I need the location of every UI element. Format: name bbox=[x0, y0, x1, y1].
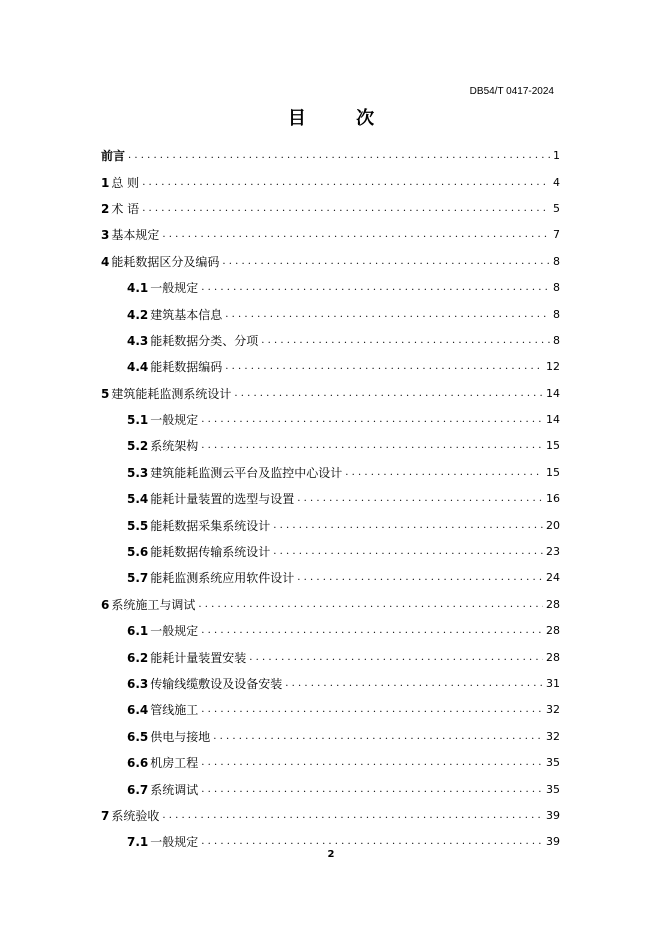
toc-entry-text: 建筑能耗监测系统设计 bbox=[111, 386, 232, 401]
toc-entry-page: 14 bbox=[546, 386, 560, 400]
toc-leader-dots bbox=[222, 255, 550, 269]
toc-entry[interactable] bbox=[101, 486, 560, 512]
toc-leader-dots bbox=[201, 756, 543, 770]
toc-leader-dots bbox=[201, 413, 543, 427]
toc-entry-page: 8 bbox=[553, 333, 560, 347]
toc-entry-page: 39 bbox=[546, 835, 560, 849]
toc-entry-page: 5 bbox=[553, 201, 560, 215]
toc-entry-text: 能耗数据传输系统设计 bbox=[150, 545, 271, 560]
toc-entry-number: 4 bbox=[101, 254, 110, 269]
toc-entry-text: 管线施工 bbox=[150, 703, 199, 718]
toc-entry-page: 39 bbox=[546, 808, 560, 822]
toc-entry-number: 2 bbox=[101, 201, 110, 216]
toc-entry-number: 7.1 bbox=[127, 835, 149, 850]
toc-entry-page: 32 bbox=[546, 703, 560, 717]
toc-leader-dots bbox=[201, 703, 543, 717]
toc-entry-text: 系统施工与调试 bbox=[111, 597, 196, 612]
toc-entry[interactable] bbox=[101, 750, 560, 776]
toc-entry-page: 15 bbox=[546, 465, 560, 479]
toc-entry-page: 8 bbox=[553, 307, 560, 321]
toc-entry-label bbox=[127, 835, 201, 849]
toc-entry-page: 1 bbox=[553, 149, 560, 163]
toc-entry-number: 5.3 bbox=[127, 465, 149, 480]
toc-entry[interactable] bbox=[101, 803, 560, 829]
toc-leader-dots bbox=[201, 783, 543, 797]
toc-leader-dots bbox=[225, 360, 543, 374]
toc-leader-dots bbox=[273, 545, 543, 559]
toc-entry-text: 能耗数据编码 bbox=[150, 360, 223, 375]
toc-entry-number: 5.4 bbox=[127, 492, 149, 507]
toc-entry-text: 一般规定 bbox=[150, 281, 199, 296]
toc-entry-number: 6.3 bbox=[127, 677, 149, 691]
toc-entry-number: 6.6 bbox=[127, 756, 149, 771]
toc-leader-dots bbox=[162, 809, 543, 823]
toc-entry-text: 能耗数据采集系统设计 bbox=[150, 518, 271, 533]
toc-entry-label bbox=[127, 308, 225, 322]
toc-entry-text: 能耗数据区分及编码 bbox=[111, 254, 220, 269]
toc-entry-text: 基本规定 bbox=[111, 228, 160, 243]
toc-entry[interactable] bbox=[101, 644, 560, 670]
toc-entry-label bbox=[101, 809, 162, 823]
toc-entry-label bbox=[127, 783, 201, 797]
toc-leader-dots bbox=[297, 492, 543, 506]
toc-entry-text: 传输线缆敷设及设备安装 bbox=[150, 677, 283, 691]
toc-entry-number: 6.1 bbox=[127, 624, 149, 639]
toc-entry[interactable] bbox=[101, 222, 560, 248]
toc-entry[interactable] bbox=[101, 724, 560, 750]
toc-entry-page: 16 bbox=[546, 492, 560, 506]
toc-entry-page: 8 bbox=[553, 254, 560, 268]
toc-entry-label bbox=[127, 492, 297, 506]
toc-entry-number: 5.7 bbox=[127, 571, 149, 586]
toc-entry-page: 35 bbox=[546, 756, 560, 770]
toc-entry-number: 4.1 bbox=[127, 281, 149, 296]
toc-entry-label bbox=[127, 730, 213, 744]
toc-entry-label bbox=[127, 519, 273, 533]
toc-entry[interactable] bbox=[101, 512, 560, 538]
toc-entry-number: 6.7 bbox=[127, 782, 149, 797]
toc-entry-page: 24 bbox=[546, 571, 560, 585]
toc-leader-dots bbox=[273, 519, 543, 533]
toc-entry-page: 35 bbox=[546, 782, 560, 796]
toc-entry-text: 一般规定 bbox=[150, 624, 199, 639]
toc-entry-label bbox=[127, 545, 273, 559]
toc-entry[interactable] bbox=[101, 671, 560, 697]
toc-entry-page: 4 bbox=[553, 175, 560, 189]
toc-leader-dots bbox=[345, 466, 543, 480]
toc-entry-number: 7 bbox=[101, 808, 110, 823]
toc-entry-number: 6.2 bbox=[127, 650, 149, 665]
toc-entry-label bbox=[127, 571, 297, 585]
toc-entry-number: 6.4 bbox=[127, 703, 149, 718]
toc-entry-text: 前言 bbox=[101, 149, 126, 164]
toc-entry-number: 5.5 bbox=[127, 518, 149, 533]
toc-entry[interactable] bbox=[101, 460, 560, 486]
toc-entry-text: 能耗监测系统应用软件设计 bbox=[150, 571, 295, 586]
toc-entry-text: 系统架构 bbox=[150, 439, 199, 454]
toc-entry-text: 系统验收 bbox=[111, 808, 160, 823]
toc-entry-page: 23 bbox=[546, 545, 560, 559]
toc-entry[interactable] bbox=[101, 196, 560, 222]
toc-entry-text: 系统调试 bbox=[150, 782, 199, 797]
toc-leader-dots bbox=[128, 149, 550, 163]
toc-entry[interactable] bbox=[101, 433, 560, 459]
toc-entry[interactable] bbox=[101, 354, 560, 380]
toc-entry-text: 能耗计量装置安装 bbox=[150, 650, 247, 665]
toc-entry-label bbox=[101, 149, 128, 163]
toc-leader-dots bbox=[201, 281, 550, 295]
toc-entry-label bbox=[127, 466, 345, 480]
toc-leader-dots bbox=[201, 439, 543, 453]
toc-entry[interactable] bbox=[101, 143, 560, 169]
toc-entry-page: 7 bbox=[553, 228, 560, 242]
toc-entry-label bbox=[127, 677, 285, 691]
toc-entry-label bbox=[127, 281, 201, 295]
toc-leader-dots bbox=[261, 334, 550, 348]
toc-leader-dots bbox=[201, 624, 543, 638]
toc-entry-page: 20 bbox=[546, 518, 560, 532]
toc-entry-text: 机房工程 bbox=[150, 756, 199, 771]
toc-leader-dots bbox=[225, 308, 550, 322]
toc-entry-text: 一般规定 bbox=[150, 835, 199, 850]
toc-leader-dots bbox=[249, 651, 543, 665]
toc-entry-number: 5.2 bbox=[127, 439, 149, 454]
toc-entry-page: 28 bbox=[546, 650, 560, 664]
toc-leader-dots bbox=[234, 387, 543, 401]
toc-entry-number: 5.6 bbox=[127, 545, 149, 560]
toc-entry-text: 术 语 bbox=[111, 201, 140, 216]
toc-entry-text: 一般规定 bbox=[150, 413, 199, 428]
toc-entry-number: 3 bbox=[101, 228, 110, 243]
toc-entry-page: 8 bbox=[553, 281, 560, 295]
toc-entry-number: 4.4 bbox=[127, 360, 149, 375]
toc-entry-page: 14 bbox=[546, 413, 560, 427]
toc-entry-text: 建筑基本信息 bbox=[150, 307, 223, 322]
toc-leader-dots bbox=[285, 677, 543, 691]
toc-entry-label bbox=[127, 756, 201, 770]
toc-entry-label bbox=[127, 703, 201, 717]
toc-entry-page: 32 bbox=[546, 729, 560, 743]
toc-entry[interactable] bbox=[101, 697, 560, 723]
toc-entry-label bbox=[101, 387, 234, 401]
toc-entry-label bbox=[127, 360, 225, 374]
toc-entry-label bbox=[127, 651, 249, 665]
toc-leader-dots bbox=[297, 571, 543, 585]
toc-entry[interactable] bbox=[101, 618, 560, 644]
toc-entry-label bbox=[101, 598, 198, 612]
toc-entry-number: 6.5 bbox=[127, 729, 149, 744]
toc-leader-dots bbox=[142, 176, 550, 190]
toc-leader-dots bbox=[201, 835, 543, 849]
toc-entry-page: 12 bbox=[546, 360, 560, 374]
toc-entry[interactable] bbox=[101, 592, 560, 618]
toc-entry-number: 4.2 bbox=[127, 307, 149, 322]
page-title: 目 次 bbox=[287, 108, 397, 129]
toc-entry-number: 5.1 bbox=[127, 413, 149, 428]
toc-entry-text: 能耗计量装置的选型与设置 bbox=[150, 492, 295, 507]
toc-entry-number: 4.3 bbox=[127, 333, 149, 348]
toc-entry[interactable] bbox=[101, 381, 560, 407]
toc-entry-page: 31 bbox=[546, 677, 560, 690]
toc-entry-label bbox=[127, 439, 201, 453]
toc-entry-text: 能耗数据分类、分项 bbox=[150, 333, 259, 348]
toc-entry-page: 28 bbox=[546, 624, 560, 638]
page-number: 2 bbox=[327, 849, 335, 860]
toc-entry[interactable] bbox=[101, 328, 560, 354]
toc-leader-dots bbox=[198, 598, 543, 612]
toc-entry-text: 建筑能耗监测云平台及监控中心设计 bbox=[150, 465, 343, 480]
toc-entry-label bbox=[101, 202, 142, 216]
toc-entry-number: 1 bbox=[101, 175, 110, 190]
toc-entry-page: 28 bbox=[546, 597, 560, 611]
toc-entry[interactable] bbox=[101, 249, 560, 275]
toc-entry-label bbox=[127, 334, 261, 348]
toc-entry[interactable] bbox=[101, 301, 560, 327]
toc-leader-dots bbox=[213, 730, 543, 744]
toc-entry-label bbox=[101, 176, 142, 190]
toc-entry[interactable] bbox=[101, 169, 560, 195]
toc-entry[interactable] bbox=[101, 565, 560, 591]
document-code: DB54/T 0417-2024 bbox=[469, 86, 554, 97]
toc-entry-text: 总 则 bbox=[111, 175, 140, 190]
toc-entry[interactable] bbox=[101, 275, 560, 301]
toc-leader-dots bbox=[162, 228, 550, 242]
toc-entry-label bbox=[127, 624, 201, 638]
toc-leader-dots bbox=[142, 202, 550, 216]
toc-entry-number: 6 bbox=[101, 597, 110, 612]
toc-entry-page: 15 bbox=[546, 439, 560, 453]
toc-entry[interactable] bbox=[101, 407, 560, 433]
toc-entry[interactable] bbox=[101, 776, 560, 802]
toc-entry-text: 供电与接地 bbox=[150, 729, 211, 744]
toc-entry-number: 5 bbox=[101, 386, 110, 401]
toc-entry-label bbox=[101, 228, 162, 242]
table-of-contents bbox=[101, 143, 560, 856]
toc-entry-label bbox=[101, 255, 222, 269]
toc-entry-label bbox=[127, 413, 201, 427]
toc-entry[interactable] bbox=[101, 539, 560, 565]
